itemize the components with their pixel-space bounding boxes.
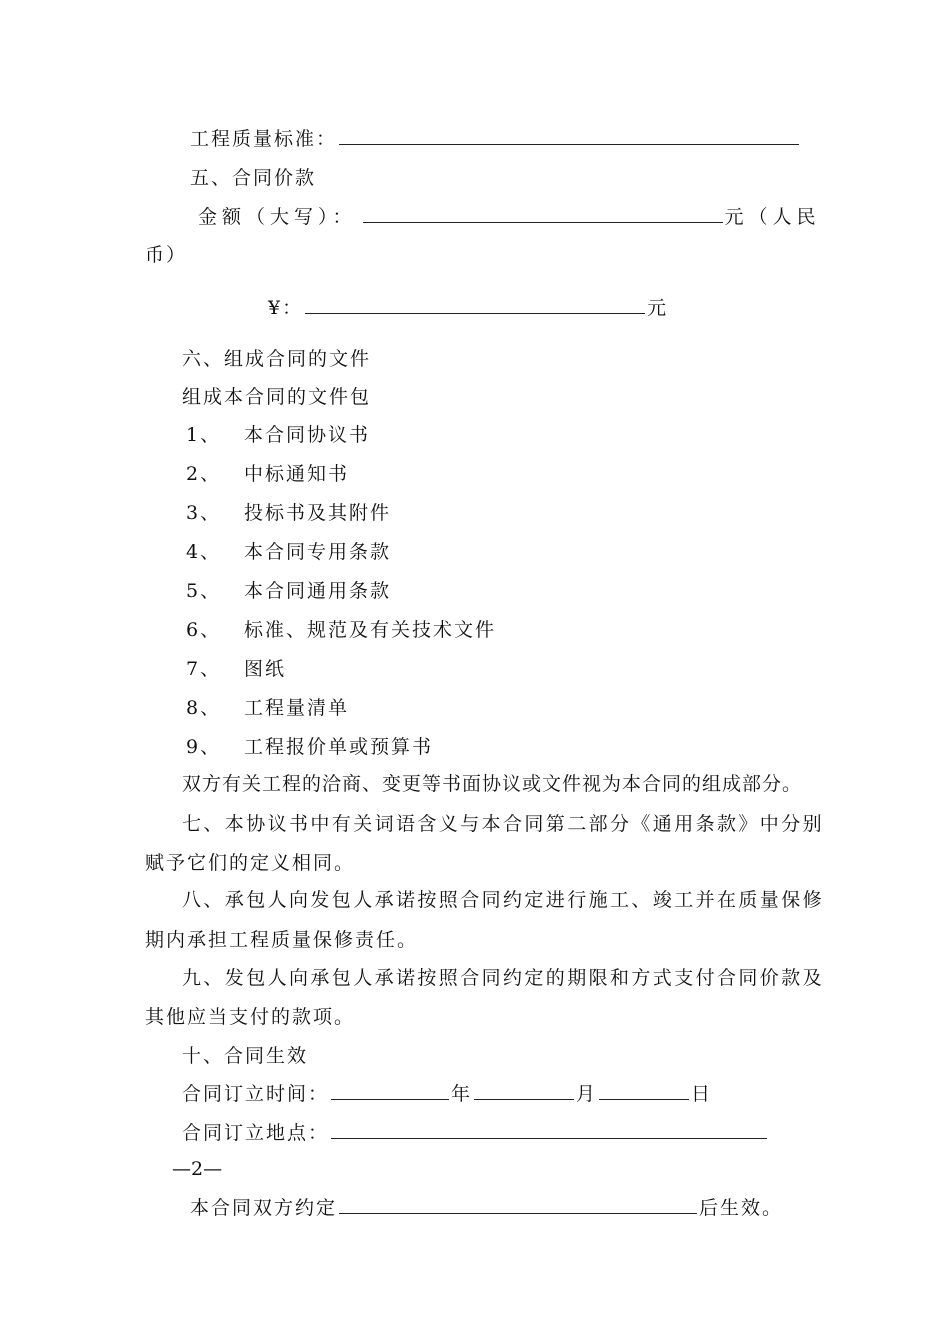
day-label: 日	[691, 1083, 713, 1105]
list-item	[186, 734, 433, 760]
list-item	[186, 461, 349, 487]
list-item	[186, 695, 349, 721]
yen-blank[interactable]	[305, 295, 645, 314]
page-number: —2—	[172, 1158, 223, 1180]
agreement-blank[interactable]	[339, 1195, 697, 1214]
sign-place-blank[interactable]	[331, 1120, 767, 1139]
agreement-label: 本合同双方约定	[190, 1197, 338, 1219]
list-item-number: 2、	[186, 463, 222, 485]
yen-label: ¥：	[268, 297, 304, 319]
list-item-number: 1、	[186, 424, 222, 446]
list-item-text: 本合同协议书	[244, 424, 371, 446]
amount-line	[198, 204, 821, 230]
agreement-suffix: 后生效。	[699, 1197, 784, 1219]
year-blank[interactable]	[331, 1081, 449, 1100]
list-item-number: 9、	[186, 736, 222, 758]
year-label: 年	[451, 1083, 473, 1105]
day-blank[interactable]	[599, 1081, 689, 1100]
list-item	[186, 656, 286, 682]
clause8-line2: 期内承担工程质量保修责任。	[145, 929, 419, 951]
sign-time-line	[182, 1081, 712, 1107]
month-label: 月	[576, 1083, 598, 1105]
docs-closing: 双方有关工程的洽商、变更等书面协议或文件视为本合同的组成部分。	[182, 773, 803, 795]
list-item	[186, 578, 391, 604]
amount-label: 金额（大写）：	[198, 206, 357, 228]
month-blank[interactable]	[474, 1081, 574, 1100]
list-item-text: 中标通知书	[244, 463, 350, 485]
clause8-line1: 八、承包人向发包人承诺按照合同约定进行施工、竣工并在质量保修	[182, 889, 825, 911]
list-item-text: 标准、规范及有关技术文件	[244, 619, 497, 641]
clause7-line2: 赋予它们的定义相同。	[145, 852, 356, 874]
docs-heading: 六、组成合同的文件	[182, 348, 372, 370]
list-item-number: 4、	[186, 541, 222, 563]
amount-unit-cont: 币）	[145, 244, 188, 266]
agreement-line	[190, 1195, 783, 1221]
list-item	[186, 422, 370, 448]
yen-line	[268, 295, 668, 321]
yen-unit: 元	[647, 297, 669, 319]
list-item-number: 5、	[186, 580, 222, 602]
quality-standard-label: 工程质量标准：	[190, 128, 338, 150]
list-item	[186, 617, 496, 643]
list-item-text: 工程量清单	[244, 697, 350, 719]
list-item-text: 本合同通用条款	[244, 580, 392, 602]
amount-unit: 元（人民	[724, 206, 821, 228]
list-item-text: 工程报价单或预算书	[244, 736, 434, 758]
list-item-number: 7、	[186, 658, 222, 680]
clause9-line2: 其他应当支付的款项。	[145, 1006, 356, 1028]
clause7-line1: 七、本协议书中有关词语含义与本合同第二部分《通用条款》中分别	[182, 813, 825, 835]
effect-heading: 十、合同生效	[182, 1045, 309, 1067]
amount-blank[interactable]	[363, 204, 723, 223]
sign-time-label: 合同订立时间：	[182, 1083, 330, 1105]
clause9-line1: 九、发包人向承包人承诺按照合同约定的期限和方式支付合同价款及	[182, 967, 825, 989]
list-item-number: 3、	[186, 502, 222, 524]
price-heading: 五、合同价款	[190, 167, 317, 189]
list-item-text: 图纸	[244, 658, 287, 680]
quality-standard-line	[190, 126, 801, 152]
list-item-number: 6、	[186, 619, 222, 641]
quality-standard-blank[interactable]	[339, 126, 799, 145]
list-item	[186, 539, 391, 565]
list-item	[186, 500, 391, 526]
list-item-number: 8、	[186, 697, 222, 719]
list-item-text: 本合同专用条款	[244, 541, 392, 563]
docs-intro: 组成本合同的文件包	[182, 386, 372, 408]
list-item-text: 投标书及其附件	[244, 502, 392, 524]
sign-place-label: 合同订立地点：	[182, 1122, 330, 1144]
sign-place-line	[182, 1120, 769, 1146]
